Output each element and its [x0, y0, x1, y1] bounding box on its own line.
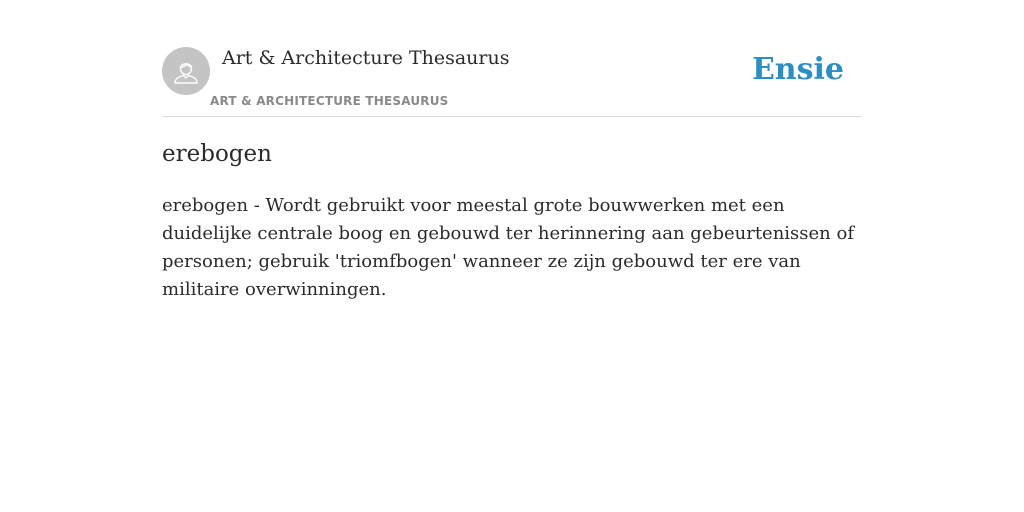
author-name[interactable]: Art & Architecture Thesaurus [222, 47, 510, 69]
user-icon [171, 56, 201, 86]
entry-title: erebogen [162, 141, 272, 167]
source-label[interactable]: ART & ARCHITECTURE THESAURUS [210, 94, 449, 108]
entry-definition: erebogen - Wordt gebruikt voor meestal grote bouwwerken met een duidelijke centrale boog en gebouwd ter herinnering aan gebeurtenissen of personen; gebruik 'triomfbogen' wanneer ze zijn gebouwd ter ere van militaire overwinningen. [162, 195, 854, 300]
brand-logo[interactable]: Ensie [751, 52, 844, 87]
page-header [162, 0, 862, 117]
avatar[interactable] [162, 47, 210, 95]
